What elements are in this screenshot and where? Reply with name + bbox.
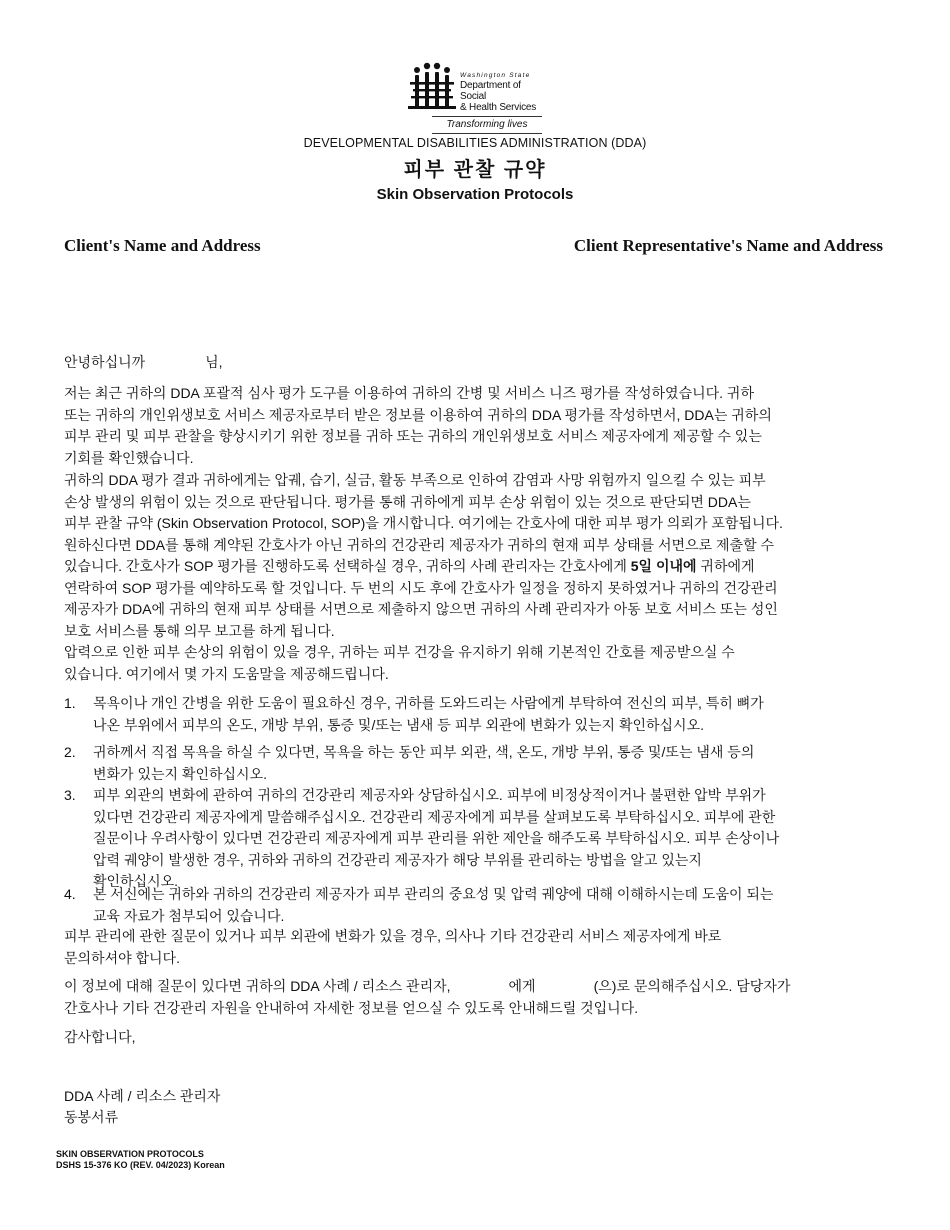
list-line: 목욕이나 개인 간병을 위한 도움이 필요하신 경우, 귀하를 도와드리는 사람에게 부탁하여 전신의 피부, 특히 뼈가: [93, 695, 764, 711]
logo-tagline: Transforming lives: [446, 119, 528, 130]
page-title-english: Skin Observation Protocols: [376, 186, 574, 203]
list-text: [93, 693, 893, 736]
line-text: 있습니다. 간호사가 SOP 평가를 진행하도록 선택하실 경우, 귀하의 사례 관리자는 간호사에게: [64, 558, 627, 574]
list-line: 교육 자료가 첨부되어 있습니다.: [93, 907, 285, 924]
logo-dept-line-2: & Health Services: [460, 102, 537, 113]
client-address-label: Client's Name and Address: [64, 236, 261, 255]
line-text: 에게: [508, 978, 536, 994]
paragraph-assessment: [64, 470, 894, 642]
deadline-emphasis: 5일 이내에: [630, 558, 697, 574]
page-title-korean: 피부 관찰 규약: [403, 159, 547, 181]
list-line: 나온 부위에서 피부의 온도, 개방 부위, 통증 및/또는 냄새 등 피부 외관에 변화가 있는지 확인하십시오.: [93, 716, 704, 733]
paragraph-line: 문의하셔야 합니다.: [64, 949, 180, 966]
paragraph-contact: [64, 976, 894, 1019]
paragraph-line: 있습니다. 여기에서 몇 가지 도움말을 제공해드립니다.: [64, 665, 389, 682]
list-line: 귀하께서 직접 목욕을 하실 수 있다면, 목욕을 하는 동안 피부 외관, 색, 온도, 개방 부위, 통증 및/또는 냄새 등의: [93, 744, 755, 760]
paragraph-line: 제공자가 DDA에 귀하의 현재 피부 상태를 서면으로 제출하지 않으면 귀하의 사례 관리자가 아동 보호 서비스 또는 성인: [64, 601, 778, 617]
line-text: (으)로 문의해주십시오. 담당자가: [593, 978, 791, 994]
greeting-suffix: 님,: [205, 354, 223, 370]
list-text: [93, 884, 893, 927]
paragraph-line: 연락하여 SOP 평가를 예약하도록 할 것입니다. 두 번의 시도 후에 간호사가 일정을 정하지 못하였거나 귀하의 건강관리: [64, 579, 778, 596]
list-line: 있다면 건강관리 제공자에게 말씀해주십시오. 건강관리 제공자에게 피부를 살펴보도록 부탁하십시오. 피부에 관한: [93, 808, 776, 825]
logo-department-text: [460, 80, 548, 113]
list-number: 2.: [64, 744, 76, 760]
closing: 감사합니다,: [64, 1029, 136, 1045]
paragraph-intro: [64, 383, 894, 469]
list-text: [93, 785, 893, 893]
logo-divider-top: [432, 116, 542, 117]
paragraph-line: 보호 서비스를 통해 의무 보고를 하게 됩니다.: [64, 622, 335, 639]
paragraph-line: 귀하의 DDA 평가 결과 귀하에게는 압궤, 습기, 실금, 활동 부족으로 인하여 감염과 사망 위험까지 일으킬 수 있는 피부: [64, 472, 766, 488]
dshs-logo: [408, 62, 548, 134]
paragraph-line: 기회를 확인했습니다.: [64, 449, 194, 466]
paragraph-line: [64, 976, 894, 998]
line-text: 이 정보에 대해 질문이 있다면 귀하의 DDA 사례 / 리소스 관리자,: [64, 978, 451, 994]
dshs-people-icon: [408, 62, 458, 112]
list-number: 4.: [64, 886, 76, 902]
list-number: 3.: [64, 787, 76, 803]
footer-form-number: DSHS 15-376 KO (REV. 04/2023) Korean: [56, 1160, 225, 1170]
paragraph-line: 저는 최근 귀하의 DDA 포괄적 심사 평가 도구를 이용하여 귀하의 간병 및 서비스 니즈 평가를 작성하였습니다. 귀하: [64, 385, 754, 401]
signature-title: DDA 사례 / 리소스 관리자: [64, 1088, 221, 1104]
footer-form-title: SKIN OBSERVATION PROTOCOLS: [56, 1149, 204, 1159]
paragraph-line: 손상 발생의 위험이 있는 것으로 판단됩니다. 평가를 통해 귀하에게 피부 손상 위험이 있는 것으로 판단되면 DDA는: [64, 493, 751, 510]
paragraph-line: 피부 관찰 규약 (Skin Observation Protocol, SOP)을 개시합니다. 여기에는 간호사에 대한 피부 평가 의뢰가 포함됩니다.: [64, 515, 783, 531]
paragraph-line: 간호사나 기타 건강관리 자원을 안내하여 자세한 정보를 얻으실 수 있도록 안내해드릴 것입니다.: [64, 999, 639, 1016]
logo-state-text: Washington State: [460, 72, 531, 79]
list-line: 질문이나 우려사항이 있다면 건강관리 제공자에게 피부 관리를 위한 제안을 해주도록 부탁하십시오. 피부 손상이나: [93, 830, 780, 846]
paragraph-line: 압력으로 인한 피부 손상의 위험이 있을 경우, 귀하는 피부 건강을 유지하기 위해 기본적인 간호를 제공받으실 수: [64, 644, 735, 660]
greeting-text: 안녕하십니까: [64, 354, 146, 370]
paragraph-line: [64, 556, 894, 578]
line-text: 귀하에게: [696, 558, 755, 574]
paragraph-line: 피부 관리 및 피부 관찰을 향상시키기 위한 정보를 귀하 또는 귀하의 개인위생보호 서비스 제공자에게 제공할 수 있는: [64, 428, 762, 444]
paragraph-tips-intro: [64, 642, 894, 685]
paragraph-line: 또는 귀하의 개인위생보호 서비스 제공자로부터 받은 정보를 이용하여 귀하의 DDA 평가를 작성하면서, DDA는 귀하의: [64, 406, 772, 423]
administration-name: DEVELOPMENTAL DISABILITIES ADMINISTRATION (DDA): [303, 136, 647, 150]
paragraph-questions: [64, 926, 894, 969]
list-line: 확인하십시오.: [93, 873, 179, 889]
representative-address-label: Client Representative's Name and Address: [573, 236, 883, 255]
greeting: [64, 352, 894, 374]
paragraph-line: 피부 관리에 관한 질문이 있거나 피부 외관에 변화가 있을 경우, 의사나 기타 건강관리 서비스 제공자에게 바로: [64, 928, 722, 944]
paragraph-line: 원하신다면 DDA를 통해 계약된 간호사가 아닌 귀하의 건강관리 제공자가 귀하의 현재 피부 상태를 서면으로 제출할 수: [64, 536, 775, 553]
enclosure-note: 동봉서류: [64, 1109, 119, 1125]
list-line: 압력 궤양이 발생한 경우, 귀하와 귀하의 건강관리 제공자가 해당 부위를 관리하는 방법을 알고 있는지: [93, 851, 702, 868]
list-line: 피부 외관의 변화에 관하여 귀하의 건강관리 제공자와 상담하십시오. 피부에 비정상적이거나 불편한 압박 부위가: [93, 787, 766, 803]
list-number: 1.: [64, 695, 76, 711]
logo-dept-line-1: Department of Social: [460, 80, 521, 102]
list-line: 변화가 있는지 확인하십시오.: [93, 765, 267, 782]
list-line: 본 서신에는 귀하와 귀하의 건강관리 제공자가 피부 관리의 중요성 및 압력 궤양에 대해 이해하시는데 도움이 되는: [93, 886, 774, 902]
logo-divider-bottom: [432, 133, 542, 134]
list-text: [93, 742, 893, 785]
